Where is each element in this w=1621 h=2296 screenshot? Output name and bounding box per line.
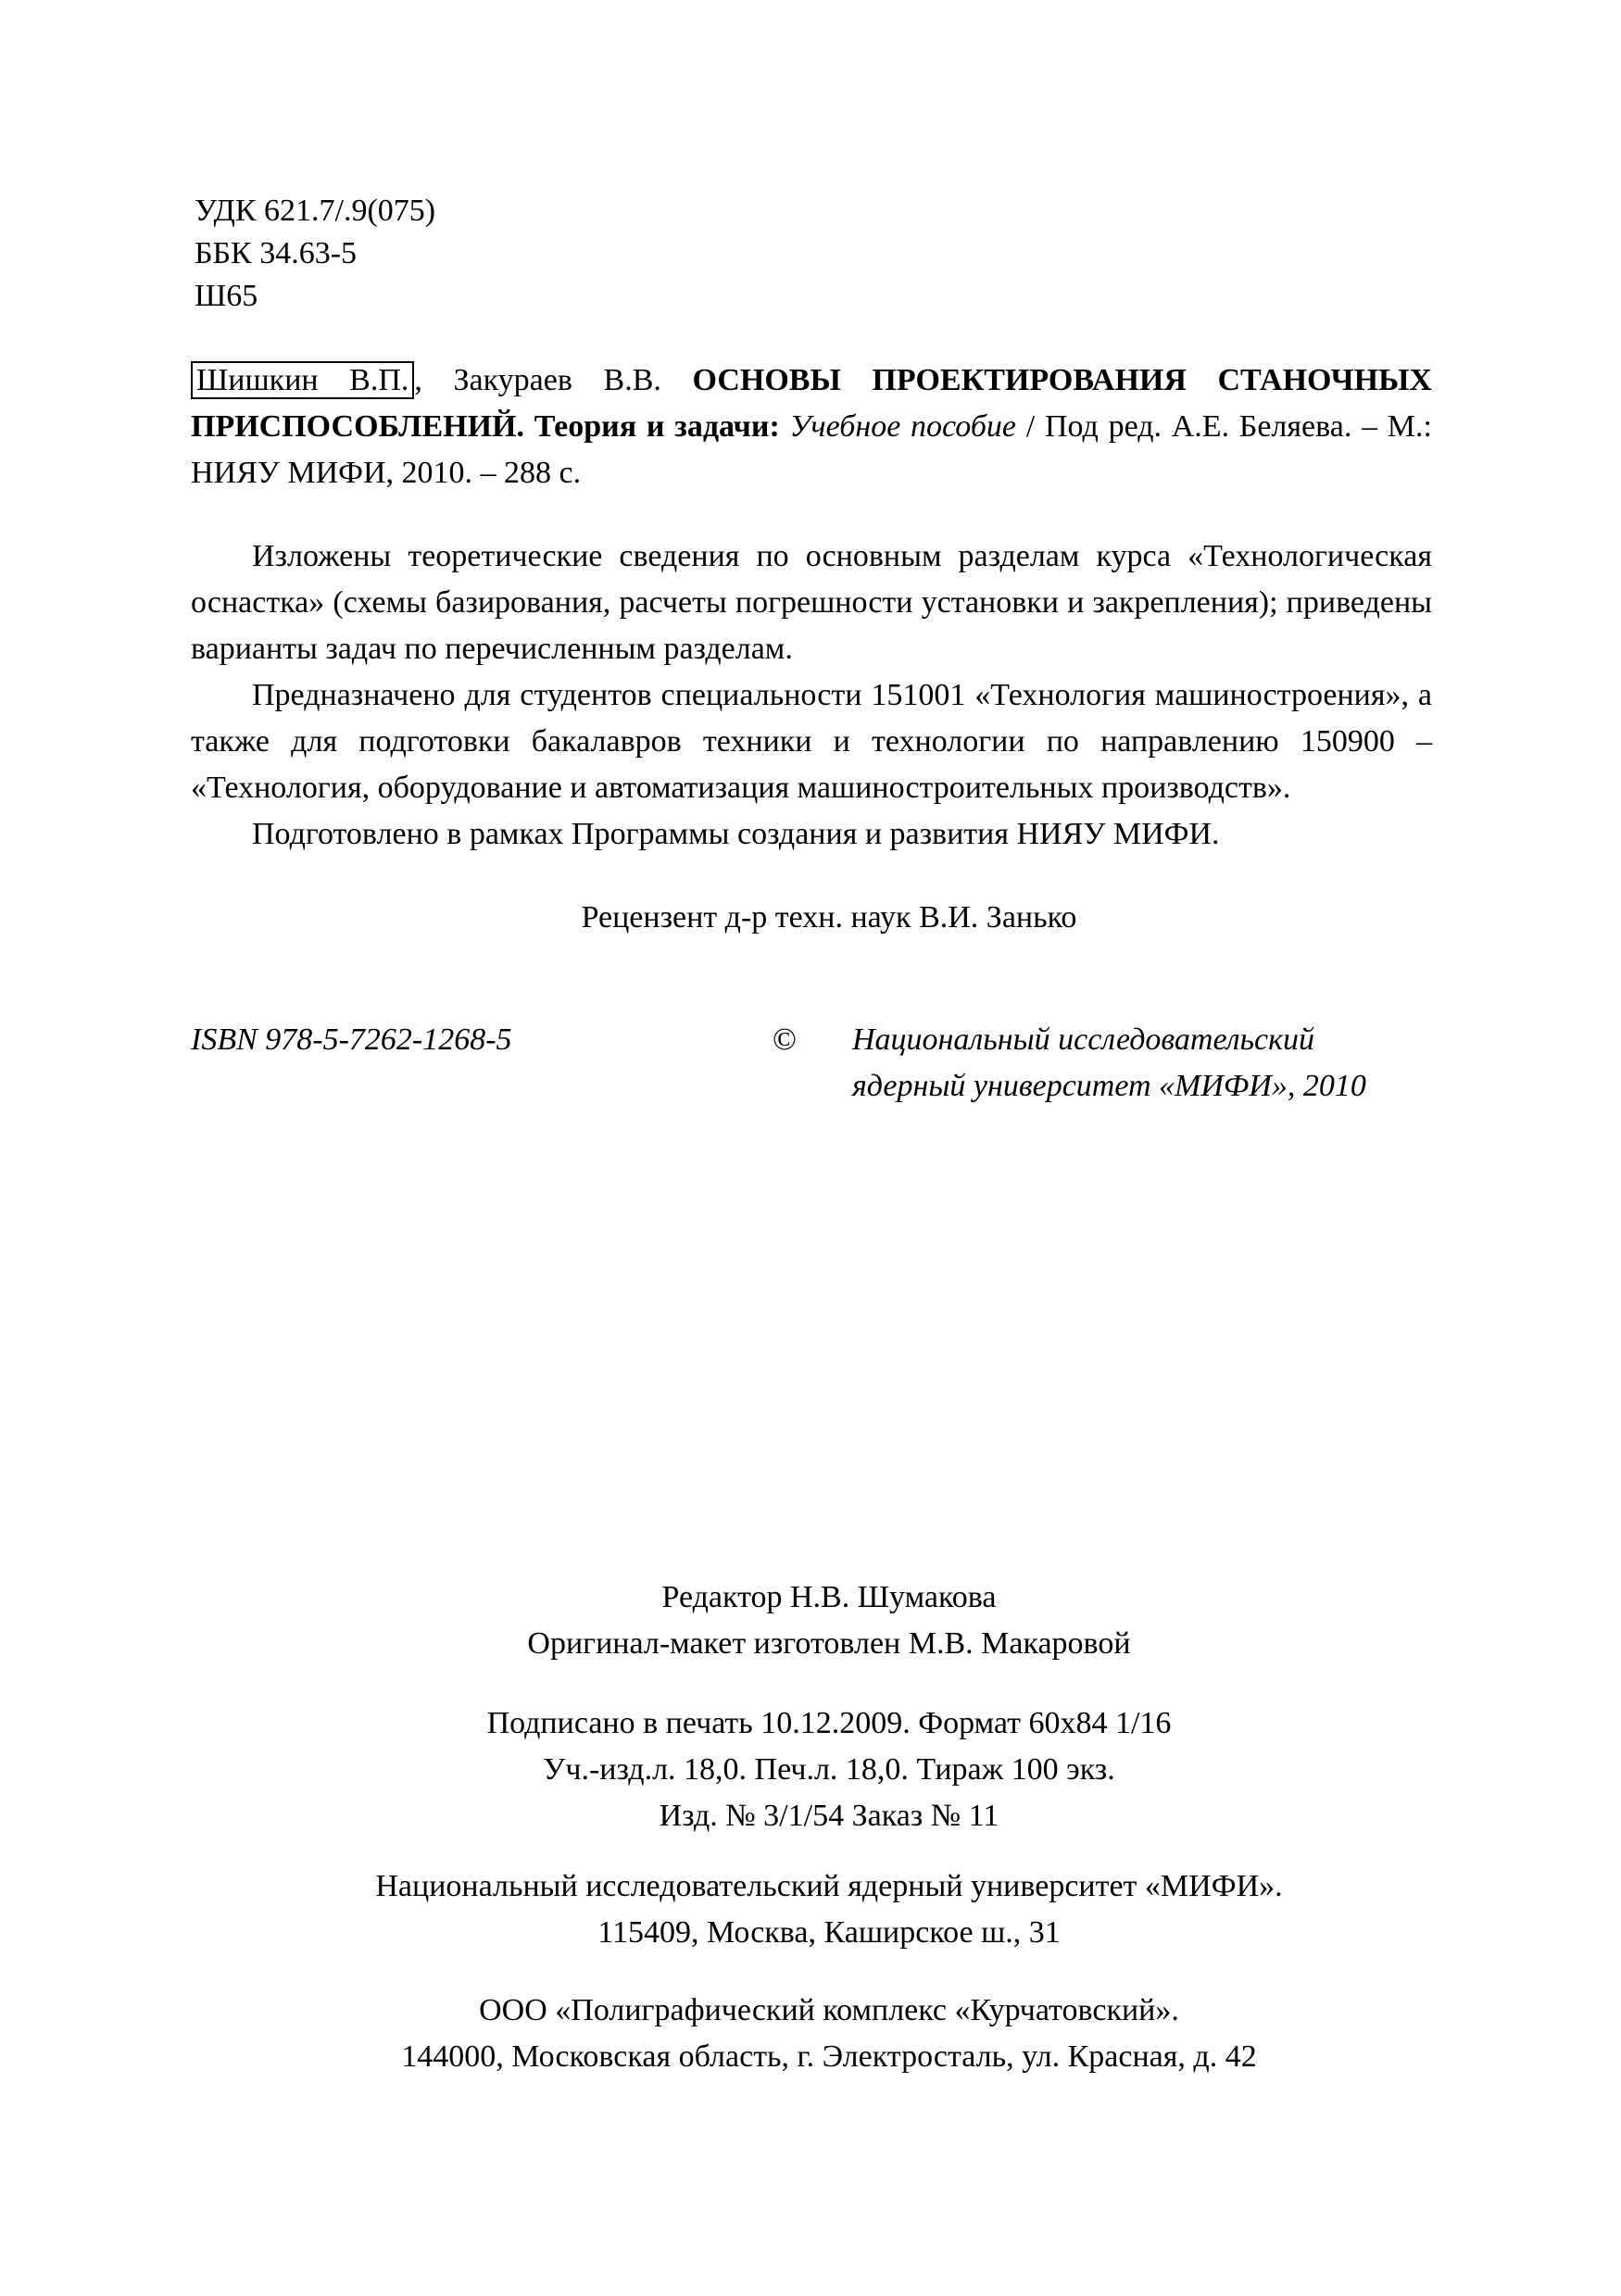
annotation-paragraph: Предназначено для студентов специальности 151001 «Технология машиностроения», а также для подготовки бакалавров техники и технологии по направлению 150900 – «Технология, оборудование и автоматизация машиностроительных производств». — [191, 678, 1432, 805]
editor: Редактор Н.В. Шумакова — [661, 1580, 997, 1614]
publisher-info — [0, 1863, 1621, 1956]
classification-block — [195, 190, 435, 318]
udk-code: УДК 621.7/.9(075) — [195, 194, 436, 228]
isbn: ISBN 978-5-7262-1268-5 — [191, 1023, 512, 1057]
printer-info — [0, 1988, 1621, 2080]
copyright-line: ядерный университет «МИФИ», 2010 — [852, 1069, 1366, 1103]
bbk-code: ББК 34.63-5 — [195, 236, 358, 270]
printer-name: ООО «Полиграфический комплекс «Курчатовский». — [479, 1993, 1179, 2027]
publication-type: Учебное пособие — [779, 409, 1017, 444]
boxed-author: Шишкин В.П. — [191, 361, 414, 399]
publisher-name: Национальный исследовательский ядерный университет «МИФИ». — [375, 1869, 1283, 1903]
printer-address: 144000, Московская область, г. Электросталь, ул. Красная, д. 42 — [401, 2039, 1257, 2074]
annotation-paragraph: Изложены теоретические сведения по основным разделам курса «Технологическая оснастка» (схемы базирования, расчеты погрешности установки и закрепления); приведены варианты задач по перечисленным разделам. — [191, 539, 1432, 666]
order-number: Изд. № 3/1/54 Заказ № 11 — [659, 1799, 999, 1833]
author-mark: Ш65 — [195, 279, 258, 313]
book-title: ОСНОВЫ ПРОЕКТИРОВАНИЯ СТАНОЧНЫХ ПРИСПОСОБЛЕНИЙ. Теория и задачи: — [191, 363, 1432, 444]
publication-details: / Под ред. А.Е. Беляева. – М.: НИЯУ МИФИ, 2010. – 288 с. — [191, 409, 1432, 490]
print-sheets: Уч.-изд.л. 18,0. Печ.л. 18,0. Тираж 100 экз. — [543, 1752, 1115, 1787]
copyright-holder — [852, 1017, 1366, 1110]
annotation — [191, 533, 1432, 858]
reviewer: Рецензент д-р техн. наук В.И. Занько — [581, 900, 1077, 935]
annotation-paragraph: Подготовлено в рамках Программы создания и развития НИЯУ МИФИ. — [252, 817, 1220, 851]
publisher-address: 115409, Москва, Каширское ш., 31 — [597, 1915, 1061, 1950]
coauthor: , Закураев В.В. — [414, 363, 693, 397]
layout-credit: Оригинал-макет изготовлен М.В. Макаровой — [527, 1626, 1131, 1661]
print-details — [0, 1700, 1621, 1839]
copyright-sign: © — [773, 1023, 797, 1057]
signed-to-print: Подписано в печать 10.12.2009. Формат 60x84 1/16 — [486, 1706, 1172, 1740]
copyright-line: Национальный исследовательский — [852, 1023, 1315, 1057]
editorial-credits — [0, 1575, 1621, 1667]
bibliographic-entry — [191, 358, 1432, 496]
